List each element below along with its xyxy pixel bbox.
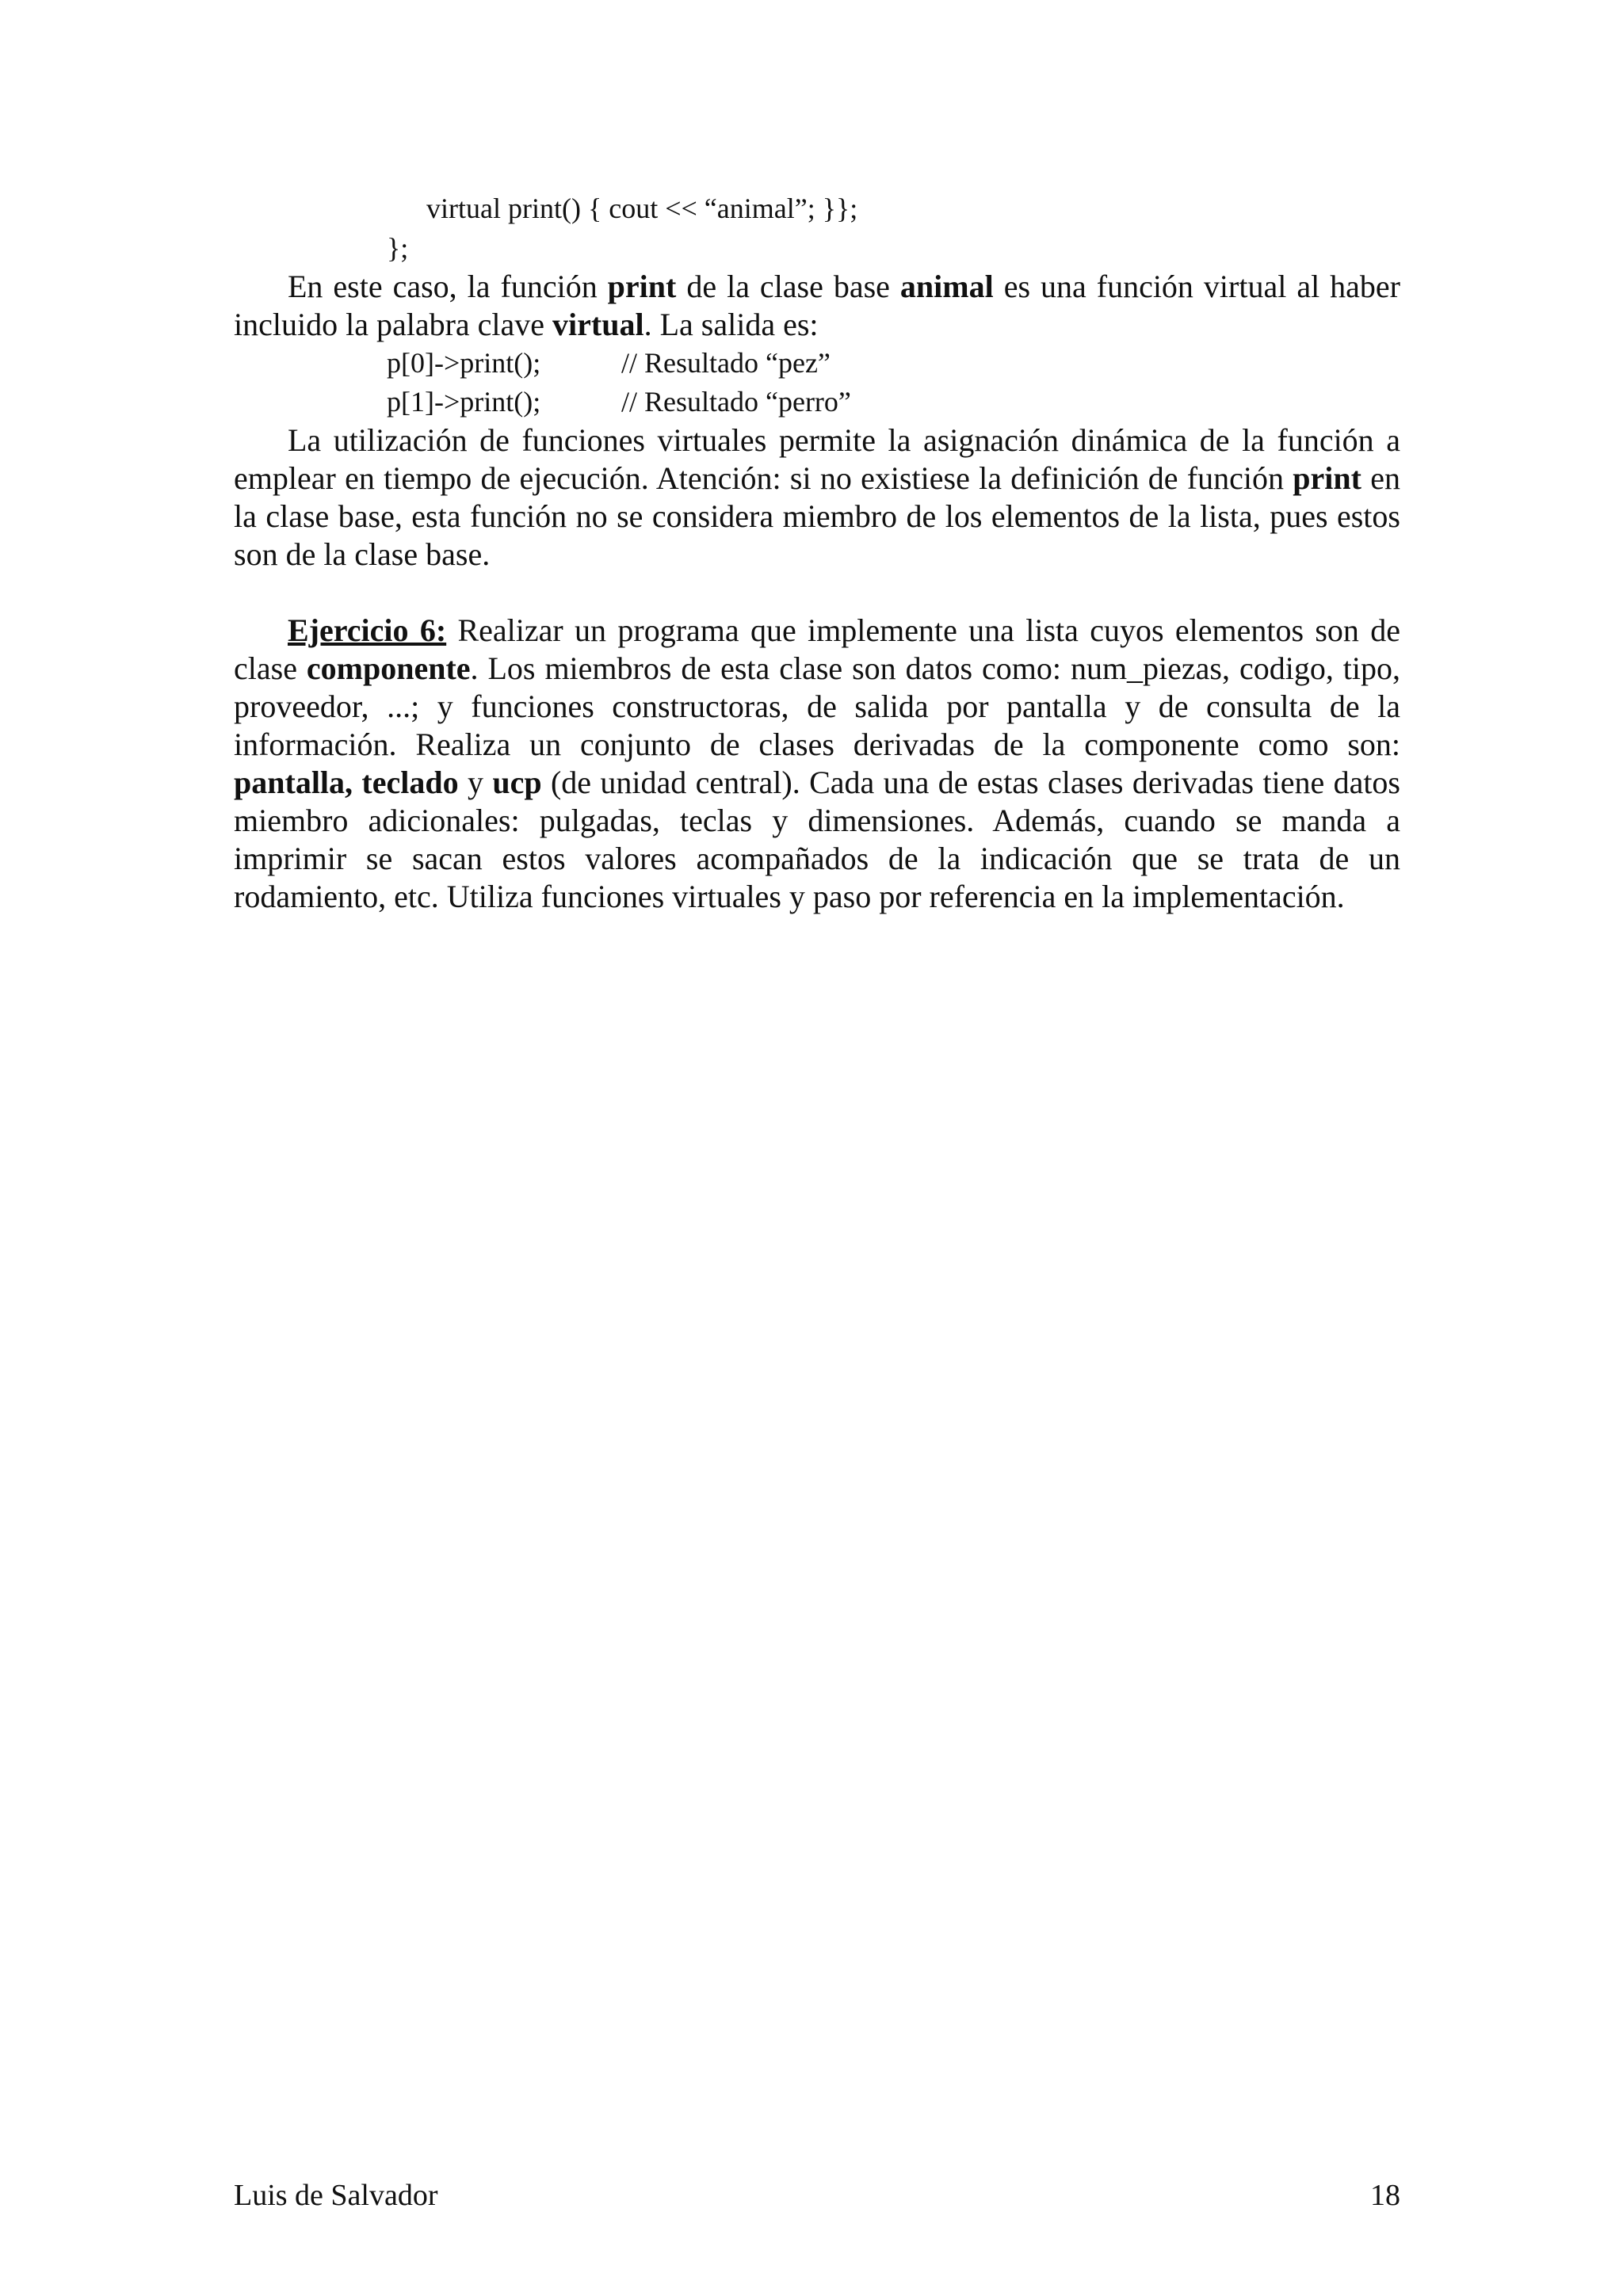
text-run: La utilización de funciones virtuales permite la asignación dinámica de la función a emplear en tiempo de ejecución. Atención: si no existiese la definición de función [234, 422, 1400, 496]
output-statement: p[1]->print(); [387, 386, 541, 418]
text-run: Realizar un programa que implemente una lista cuyos elementos son de clase [234, 612, 1401, 686]
code-line-class-close: }; [387, 232, 409, 264]
output-comment: // Resultado “pez” [621, 347, 831, 379]
output-comment: // Resultado “perro” [621, 386, 851, 418]
bold-virtual: virtual [552, 307, 644, 342]
text-run: de la clase base [676, 269, 900, 304]
output-statement: p[0]->print(); [387, 347, 541, 379]
paragraph-virtual-functions [234, 421, 1400, 574]
paragraph-gap [234, 574, 1400, 612]
text-run: es una función virtual al haber incluido la palabra clave [234, 269, 1400, 342]
text-run: En este caso, la función [288, 269, 608, 304]
output-line [387, 383, 1400, 421]
bold-pantalla-teclado: pantalla, teclado [234, 765, 459, 800]
text-run: . La salida es: [643, 307, 819, 342]
text-run: en la clase base, esta función no se considera miembro de los elementos de la lista, pues estos son de la clase base. [234, 460, 1400, 572]
code-line-virtual-print: virtual print() { cout << “animal”; }}; [426, 193, 858, 224]
bold-ucp: ucp [492, 765, 542, 800]
bold-print: print [1293, 460, 1361, 496]
page-body [234, 189, 1400, 916]
bold-print: print [607, 269, 677, 304]
text-run: y [458, 765, 493, 800]
paragraph-virtual-explanation [234, 268, 1400, 344]
footer-author: Luis de Salvador [234, 2179, 438, 2212]
exercise-title: Ejercicio 6: [288, 612, 447, 648]
page-number: 18 [1370, 2179, 1400, 2212]
output-line [387, 344, 1400, 383]
paragraph-exercise-6 [234, 612, 1400, 916]
text-run: . Los miembros de esta clase son datos como: num_piezas, codigo, tipo, proveedor, ...; y funciones constructoras, de salida por pantalla y de consulta de la información. Realiza un conjunto de clases derivadas de la componente como son: [234, 650, 1400, 762]
bold-animal: animal [899, 269, 994, 304]
text-run: (de unidad central). Cada una de estas clases derivadas tiene datos miembro adicionales: pulgadas, teclas y dimensiones. Además, cuando se manda a imprimir se sacan estos valores acompañados de la indicación que se trata de un rodamiento, etc. Utiliza funciones virtuales y paso por referencia en la implementación. [234, 765, 1401, 914]
bold-componente: componente [306, 650, 471, 686]
